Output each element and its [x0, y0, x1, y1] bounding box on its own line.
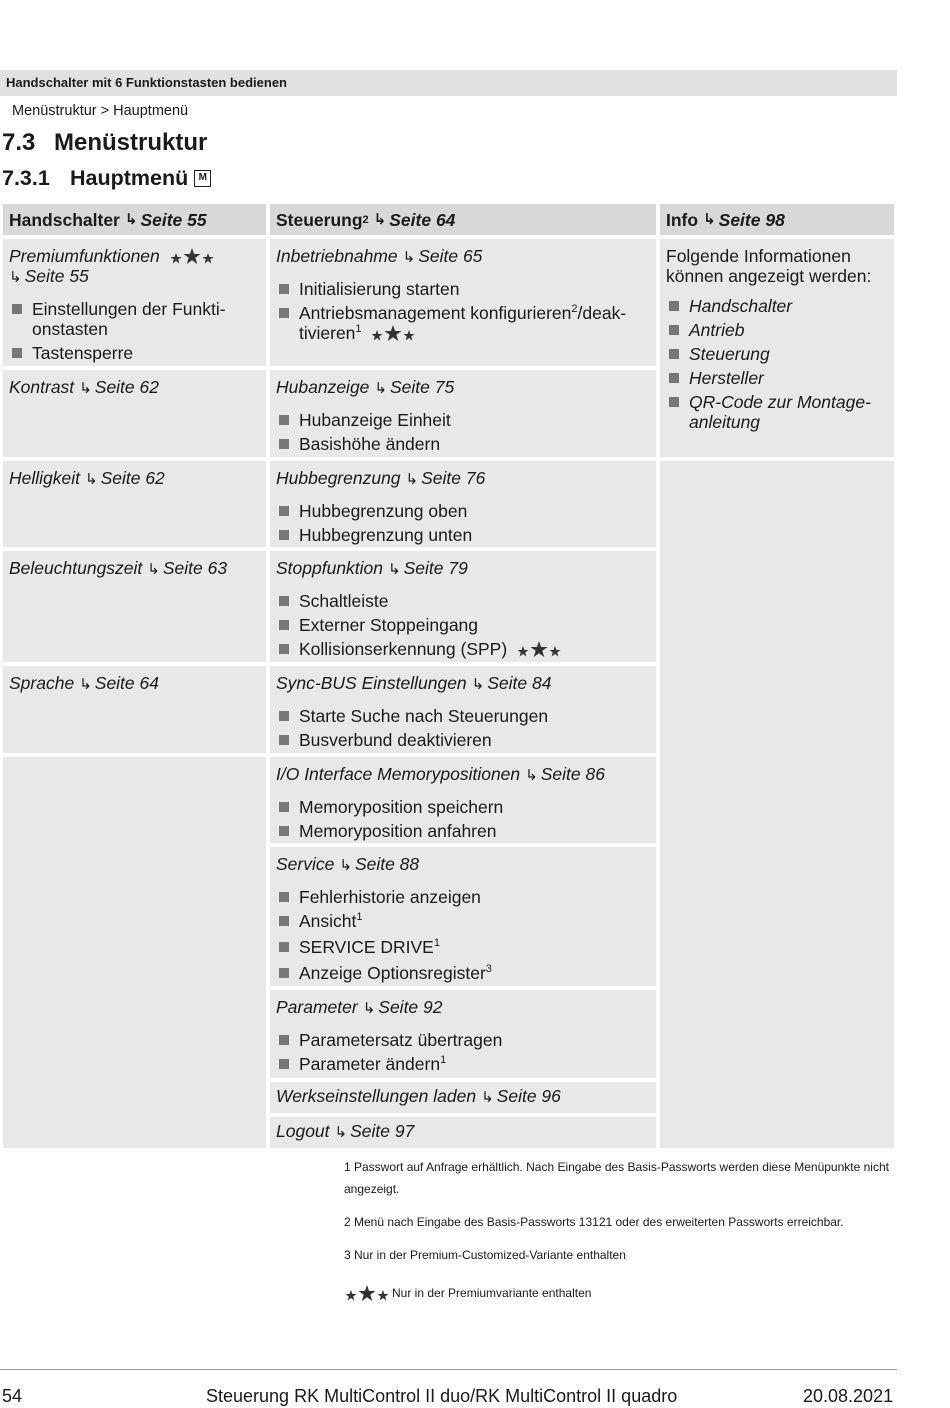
document-title: Steuerung RK MultiControl II duo/RK MultiControl II quadro [206, 1386, 678, 1406]
subsection-number: 7.3.1 [2, 166, 50, 190]
list-item: Ansicht$^1$ [276, 911, 650, 931]
page-ref-icon: ↳ [362, 1000, 376, 1017]
premium-stars-icon [169, 248, 215, 264]
menu-item-beleuchtungszeit [3, 551, 266, 662]
menu-item-sync-bus [270, 666, 656, 753]
page-ref-icon: ↳ [525, 767, 538, 784]
list-item: Parametersatz übertragen [276, 1030, 650, 1050]
page-ref-icon: ↳ [339, 857, 352, 874]
bullet-list [276, 797, 650, 841]
footnote-ref: 1 [440, 1054, 447, 1067]
page-ref-link[interactable]: Seite 88 [354, 854, 420, 874]
info-intro: Folgende Informationen können angezeigt werden: [666, 246, 872, 286]
footnote-premium: Nur in der Premiumvariante enthalten [344, 1282, 889, 1304]
menu-item-kontrast [3, 370, 266, 457]
list-item: Memoryposition speichern [276, 797, 650, 817]
list-item: Hubbegrenzung oben [276, 501, 650, 521]
page-ref-link[interactable]: Seite 98 [718, 209, 785, 230]
page-ref-icon: ↳ [402, 249, 416, 266]
bullet-list [9, 299, 260, 363]
menu-item-title: Sprache [9, 673, 75, 693]
column-header-handschalter [3, 204, 266, 235]
list-item: Einstellungen der Funkti-onstasten [9, 299, 260, 339]
list-item: Antrieb [666, 320, 888, 340]
column-label: Info [666, 209, 699, 230]
menu-item-werkseinstellungen [270, 1082, 656, 1113]
menu-item-hubbegrenzung [270, 461, 656, 547]
premium-stars-icon [516, 641, 562, 657]
section-heading [2, 129, 207, 157]
list-item: Initialisierung starten [276, 279, 650, 299]
page-ref-link[interactable]: Seite 63 [162, 558, 228, 578]
menu-item-stoppfunktion [270, 551, 656, 662]
empty-cell [660, 461, 894, 1148]
info-list [666, 296, 888, 432]
list-item: Kollisionserkennung (SPP) [276, 639, 650, 659]
menu-item-io-interface [270, 757, 656, 843]
page-ref-icon: ↳ [79, 380, 92, 397]
page-ref-link[interactable]: Seite 92 [378, 997, 443, 1017]
bullet-list [276, 887, 650, 983]
footnote-ref: 3 [485, 963, 492, 976]
list-item: Memoryposition anfahren [276, 821, 650, 841]
list-item: Hubanzeige Einheit [276, 410, 650, 430]
page-ref-link[interactable]: Seite 64 [389, 209, 456, 230]
menu-item-title: Inbetriebnahme [276, 246, 398, 266]
list-item: Basishöhe ändern [276, 434, 650, 454]
header-title: Handschalter mit 6 Funktionstasten bedienen [6, 75, 287, 90]
page-ref-link[interactable]: Seite 55 [24, 266, 89, 286]
subsection-title: Hauptmenü [70, 166, 189, 190]
list-item: Schaltleiste [276, 591, 650, 611]
menu-item-title: Service [276, 854, 335, 874]
page-ref-link[interactable]: Seite 76 [421, 468, 486, 488]
page-ref-icon: ↳ [85, 471, 98, 488]
menu-item-title: Premiumfunktionen [9, 246, 160, 266]
footnote-ref: 1 [433, 937, 440, 950]
page-ref-icon: ↳ [124, 210, 138, 228]
page-ref-link[interactable]: Seite 84 [487, 673, 552, 693]
footer-divider [0, 1369, 897, 1370]
footnote-3: 3 Nur in der Premium-Customized-Variante enthalten [344, 1248, 626, 1262]
bullet-list [276, 706, 650, 750]
premium-stars-icon [344, 1285, 390, 1301]
section-title: Menüstruktur [54, 129, 208, 156]
column-label: Steuerung [276, 209, 363, 230]
bullet-list [276, 591, 650, 659]
page-ref-icon: ↳ [388, 561, 401, 578]
bullet-list [276, 279, 650, 343]
list-item: QR-Code zur Montage-anleitung [666, 392, 888, 432]
list-item: Parameter ändern$^1$ [276, 1054, 650, 1074]
list-item: Tastensperre [9, 343, 260, 363]
list-item: Fehlerhistorie anzeigen [276, 887, 650, 907]
page-ref-link[interactable]: Seite 64 [94, 673, 159, 693]
column-header-steuerung: Steuerung 2 ↳ Seite 64 [270, 204, 656, 235]
menu-item-title: Hubbegrenzung [276, 468, 401, 488]
footnote-2: 2 Menü nach Eingabe des Basis-Passworts 13121 oder des erweiterten Passworts erreichbar. [344, 1215, 844, 1229]
page-ref-link[interactable]: Seite 97 [350, 1121, 415, 1141]
menu-item-title: Stoppfunktion [276, 558, 384, 578]
menu-item-title: Hubanzeige [276, 377, 370, 397]
column-label: Handschalter [9, 209, 120, 230]
menu-item-parameter [270, 990, 656, 1078]
footnote-ref: 1 [355, 323, 362, 336]
page-ref-link[interactable]: Seite 55 [140, 209, 207, 230]
list-item: Busverbund deaktivieren [276, 730, 650, 750]
footnote-1: 1 Passwort auf Anfrage erhältlich. Nach Eingabe des Basis-Passworts werden diese Menüpunkte nicht angezeigt. [344, 1160, 889, 1196]
breadcrumb: Menüstruktur > Hauptmenü [12, 103, 189, 119]
list-item: Antriebsmanagement konfigurieren$^2$/deak-tivieren$^1$ [276, 303, 650, 343]
menu-item-title: Helligkeit [9, 468, 80, 488]
menu-item-logout [270, 1117, 656, 1148]
list-item: Steuerung [666, 344, 888, 364]
column-header-info [660, 204, 894, 235]
info-cell [660, 239, 894, 457]
page-ref-icon: ↳ [703, 210, 716, 228]
empty-cell [3, 757, 266, 1148]
footnote-ref: 1 [356, 911, 363, 924]
list-item: Anzeige Optionsregister$^3$ [276, 963, 650, 983]
subsection-heading [2, 166, 211, 191]
menu-item-title: Parameter [276, 997, 358, 1017]
menu-item-title: Logout [276, 1121, 330, 1141]
page-ref-link[interactable]: Seite 96 [496, 1086, 561, 1106]
page-ref-link[interactable]: Seite 75 [389, 377, 455, 397]
menu-item-hubanzeige [270, 370, 656, 457]
list-item: Externer Stoppeingang [276, 615, 650, 635]
page-ref-icon: ↳ [79, 676, 92, 693]
list-item: Hubbegrenzung unten [276, 525, 650, 545]
premium-stars-icon [370, 325, 416, 341]
page-ref-link[interactable]: Seite 62 [94, 377, 159, 397]
bullet-list [276, 410, 650, 454]
menu-item-title: Werkseinstellungen laden [276, 1086, 477, 1106]
page-ref-icon: ↳ [405, 471, 419, 488]
menu-key-icon: M [194, 170, 211, 187]
page-ref-link[interactable]: Seite 62 [100, 468, 165, 488]
page-ref-icon: ↳ [334, 1124, 348, 1141]
menu-item-service [270, 847, 656, 986]
menu-item-sprache [3, 666, 266, 753]
bullet-list [276, 1030, 650, 1074]
page-ref-link[interactable]: Seite 65 [418, 246, 483, 266]
page-ref-icon: ↳ [147, 561, 160, 578]
menu-item-title: Sync-BUS Einstellungen [276, 673, 467, 693]
footnote-ref: 2 [571, 303, 578, 316]
page-number: 54 [2, 1386, 23, 1406]
menu-item-premiumfunktionen [3, 239, 266, 366]
document-date: 20.08.2021 [803, 1386, 894, 1406]
menu-item-title: Kontrast [9, 377, 75, 397]
list-item: Handschalter [666, 296, 888, 316]
bullet-list [276, 501, 650, 545]
page-ref-icon: ↳ [9, 269, 22, 286]
page-ref-icon: ↳ [374, 380, 387, 397]
page-ref-link[interactable]: Seite 86 [540, 764, 605, 784]
page-ref-icon: ↳ [471, 676, 485, 693]
menu-item-inbetriebnahme [270, 239, 656, 366]
page-ref-link[interactable]: Seite 79 [403, 558, 468, 578]
list-item: Starte Suche nach Steuerungen [276, 706, 650, 726]
menu-item-helligkeit [3, 461, 266, 547]
list-item: SERVICE DRIVE$^1$ [276, 937, 650, 957]
section-number: 7.3 [2, 129, 36, 156]
page-ref-icon: ↳ [481, 1089, 494, 1106]
menu-item-title: Beleuchtungszeit [9, 558, 143, 578]
menu-item-title: I/O Interface Memorypositionen [276, 764, 521, 784]
page-ref-icon: ↳ [373, 210, 387, 228]
list-item: Hersteller [666, 368, 888, 388]
